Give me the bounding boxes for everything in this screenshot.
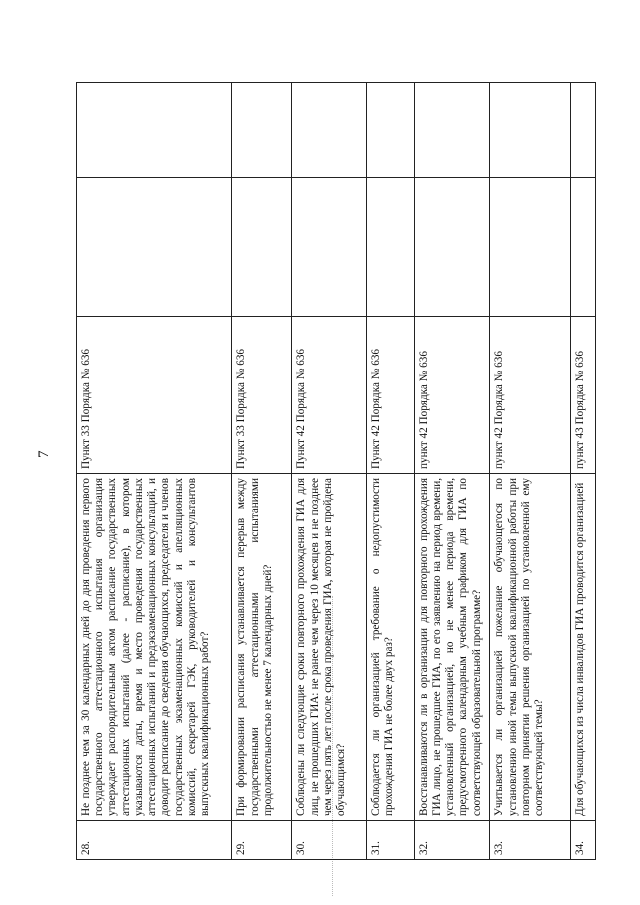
row-number: 30. [292, 821, 367, 860]
row-empty-cell [490, 178, 571, 317]
checklist-table-frame [76, 82, 596, 860]
row-empty-cell [414, 178, 490, 317]
row-empty-cell [366, 178, 414, 317]
row-empty-cell [232, 178, 292, 317]
table-row [77, 83, 232, 860]
row-reference: пункт 43 Порядка № 636 [571, 317, 596, 474]
row-empty-cell [490, 83, 571, 178]
row-empty-cell [232, 83, 292, 178]
row-question: Не позднее чем за 30 календарных дней до дня проведения первого государственного аттестационного испытания организация утверждает распорядительным актом расписание государственных аттестационных испытаний (далее - расписание), в котором указываются даты, время и место проведения государственных аттестационных испытаний и предэкзаменационных консультаций, и доводит расписание до сведения обучающихся, председателя и членов государственных экзаменационных комиссий и апелляционных комиссий, секретарей ГЭК, руководителей и консультантов выпускных квалификационных работ? [77, 474, 232, 821]
row-empty-cell [77, 83, 232, 178]
row-empty-cell [366, 83, 414, 178]
row-question: При формировании расписания устанавливается перерыв между государственными аттестационными испытаниями продолжительностью не менее 7 календарных дней? [232, 474, 292, 821]
page-number: 7 [36, 450, 52, 458]
table-row [232, 83, 292, 860]
row-number: 34. [571, 821, 596, 860]
row-reference: пункт 42 Порядка № 636 [414, 317, 490, 474]
table-row [490, 83, 571, 860]
row-number: 31. [366, 821, 414, 860]
table-row [571, 83, 596, 860]
row-reference: пункт 42 Порядка № 636 [490, 317, 571, 474]
row-number: 29. [232, 821, 292, 860]
table-row [292, 83, 367, 860]
row-question: Учитывается ли организацией пожелание обучающегося по установлению иной темы выпускной квалификационной работы при повторном принятии решения организацией по установленной ему соответствующей темы? [490, 474, 571, 821]
row-question: Для обучающихся из числа инвалидов ГИА проводится организацией [571, 474, 596, 821]
row-reference: Пункт 42 Порядка № 636 [366, 317, 414, 474]
checklist-table [76, 82, 596, 860]
row-question: Соблюдается ли организацией требование о недопустимости прохождения ГИА не более двух раз? [366, 474, 414, 821]
row-empty-cell [571, 83, 596, 178]
row-empty-cell [571, 178, 596, 317]
row-question: Соблюдены ли следующие сроки повторного прохождения ГИА для лиц, не прошедших ГИА: не ранее чем через 10 месяцев и не позднее чем через пять лет после срока проведения ГИА, которая не пройдена обучающимся? [292, 474, 367, 821]
row-number: 32. [414, 821, 490, 860]
row-question: Восстанавливаются ли в организации для повторного прохождения ГИА лицо, не прошедшее ГИА, по его заявлению на период времени, установленный организацией, но не менее периода времени, предусмотренного календарным учебным графиком для ГИА по соответствующей образовательной программе? [414, 474, 490, 821]
row-empty-cell [292, 83, 367, 178]
row-empty-cell [77, 178, 232, 317]
row-reference: Пункт 33 Порядка № 636 [232, 317, 292, 474]
row-reference: Пункт 33 Порядка № 636 [77, 317, 232, 474]
row-reference: Пункт 42 Порядка № 636 [292, 317, 367, 474]
row-number: 33. [490, 821, 571, 860]
row-empty-cell [292, 178, 367, 317]
row-number: 28. [77, 821, 232, 860]
row-empty-cell [414, 83, 490, 178]
table-row [414, 83, 490, 860]
table-row [366, 83, 414, 860]
